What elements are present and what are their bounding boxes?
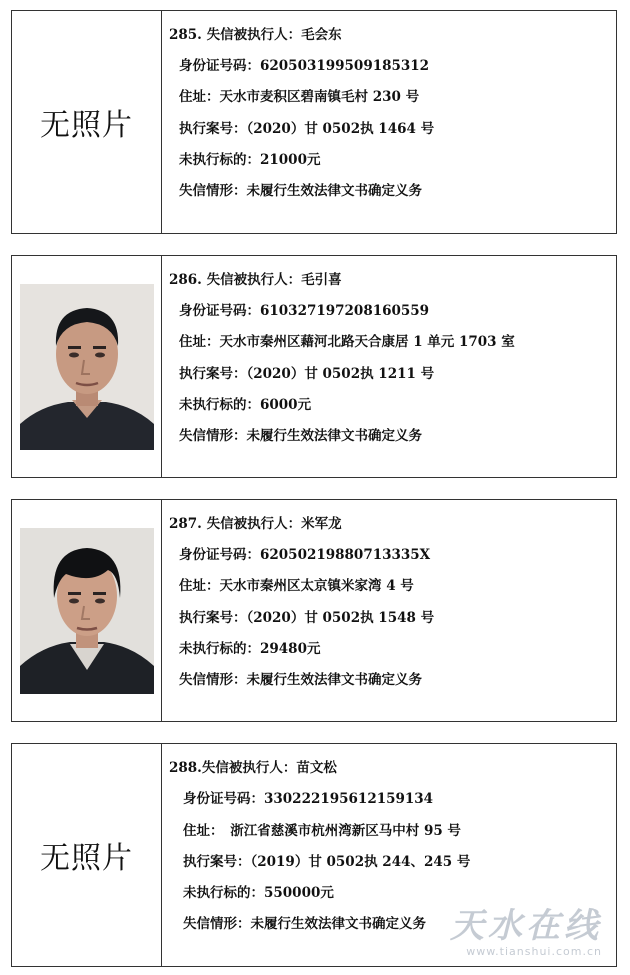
no-photo-label: 无照片 xyxy=(40,108,133,143)
unpaid-amount: 未执行标的：550000元 xyxy=(183,885,334,901)
photo-cell xyxy=(12,256,162,477)
portrait-photo xyxy=(20,528,154,694)
site-watermark xyxy=(450,898,602,958)
case-number: 执行案号：（2019）甘 0502执 244、245 号 xyxy=(183,854,471,870)
unpaid-amount: 未执行标的：6000元 xyxy=(179,397,312,413)
address: 住址：天水市麦积区碧南镇毛村 230 号 xyxy=(179,89,420,105)
id-number: 身份证号码：610327197208160559 xyxy=(179,303,430,319)
record-card-285 xyxy=(11,10,617,234)
address: 住址：天水市秦州区藉河北路天合康居 1 单元 1703 室 xyxy=(179,334,515,350)
record-card-286 xyxy=(11,255,617,478)
photo-cell xyxy=(12,744,162,966)
case-number: 执行案号：（2020）甘 0502执 1464 号 xyxy=(179,121,435,137)
photo-cell xyxy=(12,11,162,233)
case-number: 执行案号：（2020）甘 0502执 1211 号 xyxy=(179,366,435,382)
watermark-url: www.tianshui.com.cn xyxy=(466,945,602,958)
case-number: 执行案号：（2020）甘 0502执 1548 号 xyxy=(179,610,435,626)
default-status: 失信情形：未履行生效法律文书确定义务 xyxy=(179,672,422,688)
record-card-287 xyxy=(11,499,617,722)
portrait-photo xyxy=(20,284,154,450)
id-number: 身份证号码：62050219880713335X xyxy=(179,547,431,563)
id-number: 身份证号码：620503199509185312 xyxy=(179,58,430,74)
record-card-288 xyxy=(11,743,617,967)
default-status: 失信情形：未履行生效法律文书确定义务 xyxy=(179,183,422,199)
info-cell xyxy=(161,500,616,721)
address: 住址：天水市秦州区太京镇米家湾 4 号 xyxy=(179,578,414,594)
unpaid-amount: 未执行标的：21000元 xyxy=(179,152,321,168)
watermark-title: 天水在线 xyxy=(450,906,602,946)
record-title: 288.失信被执行人：苗文松 xyxy=(169,760,337,776)
address: 住址： 浙江省慈溪市杭州湾新区马中村 95 号 xyxy=(183,823,461,839)
id-number: 身份证号码：330222195612159134 xyxy=(183,791,434,807)
photo-cell xyxy=(12,500,162,721)
default-status: 失信情形：未履行生效法律文书确定义务 xyxy=(183,916,426,932)
no-photo-label: 无照片 xyxy=(40,841,133,876)
record-title: 287. 失信被执行人：米军龙 xyxy=(169,516,342,532)
info-cell xyxy=(161,11,616,233)
record-title: 285. 失信被执行人：毛会东 xyxy=(169,27,342,43)
info-cell xyxy=(161,256,616,477)
default-status: 失信情形：未履行生效法律文书确定义务 xyxy=(179,428,422,444)
record-title: 286. 失信被执行人：毛引喜 xyxy=(169,272,342,288)
unpaid-amount: 未执行标的：29480元 xyxy=(179,641,321,657)
